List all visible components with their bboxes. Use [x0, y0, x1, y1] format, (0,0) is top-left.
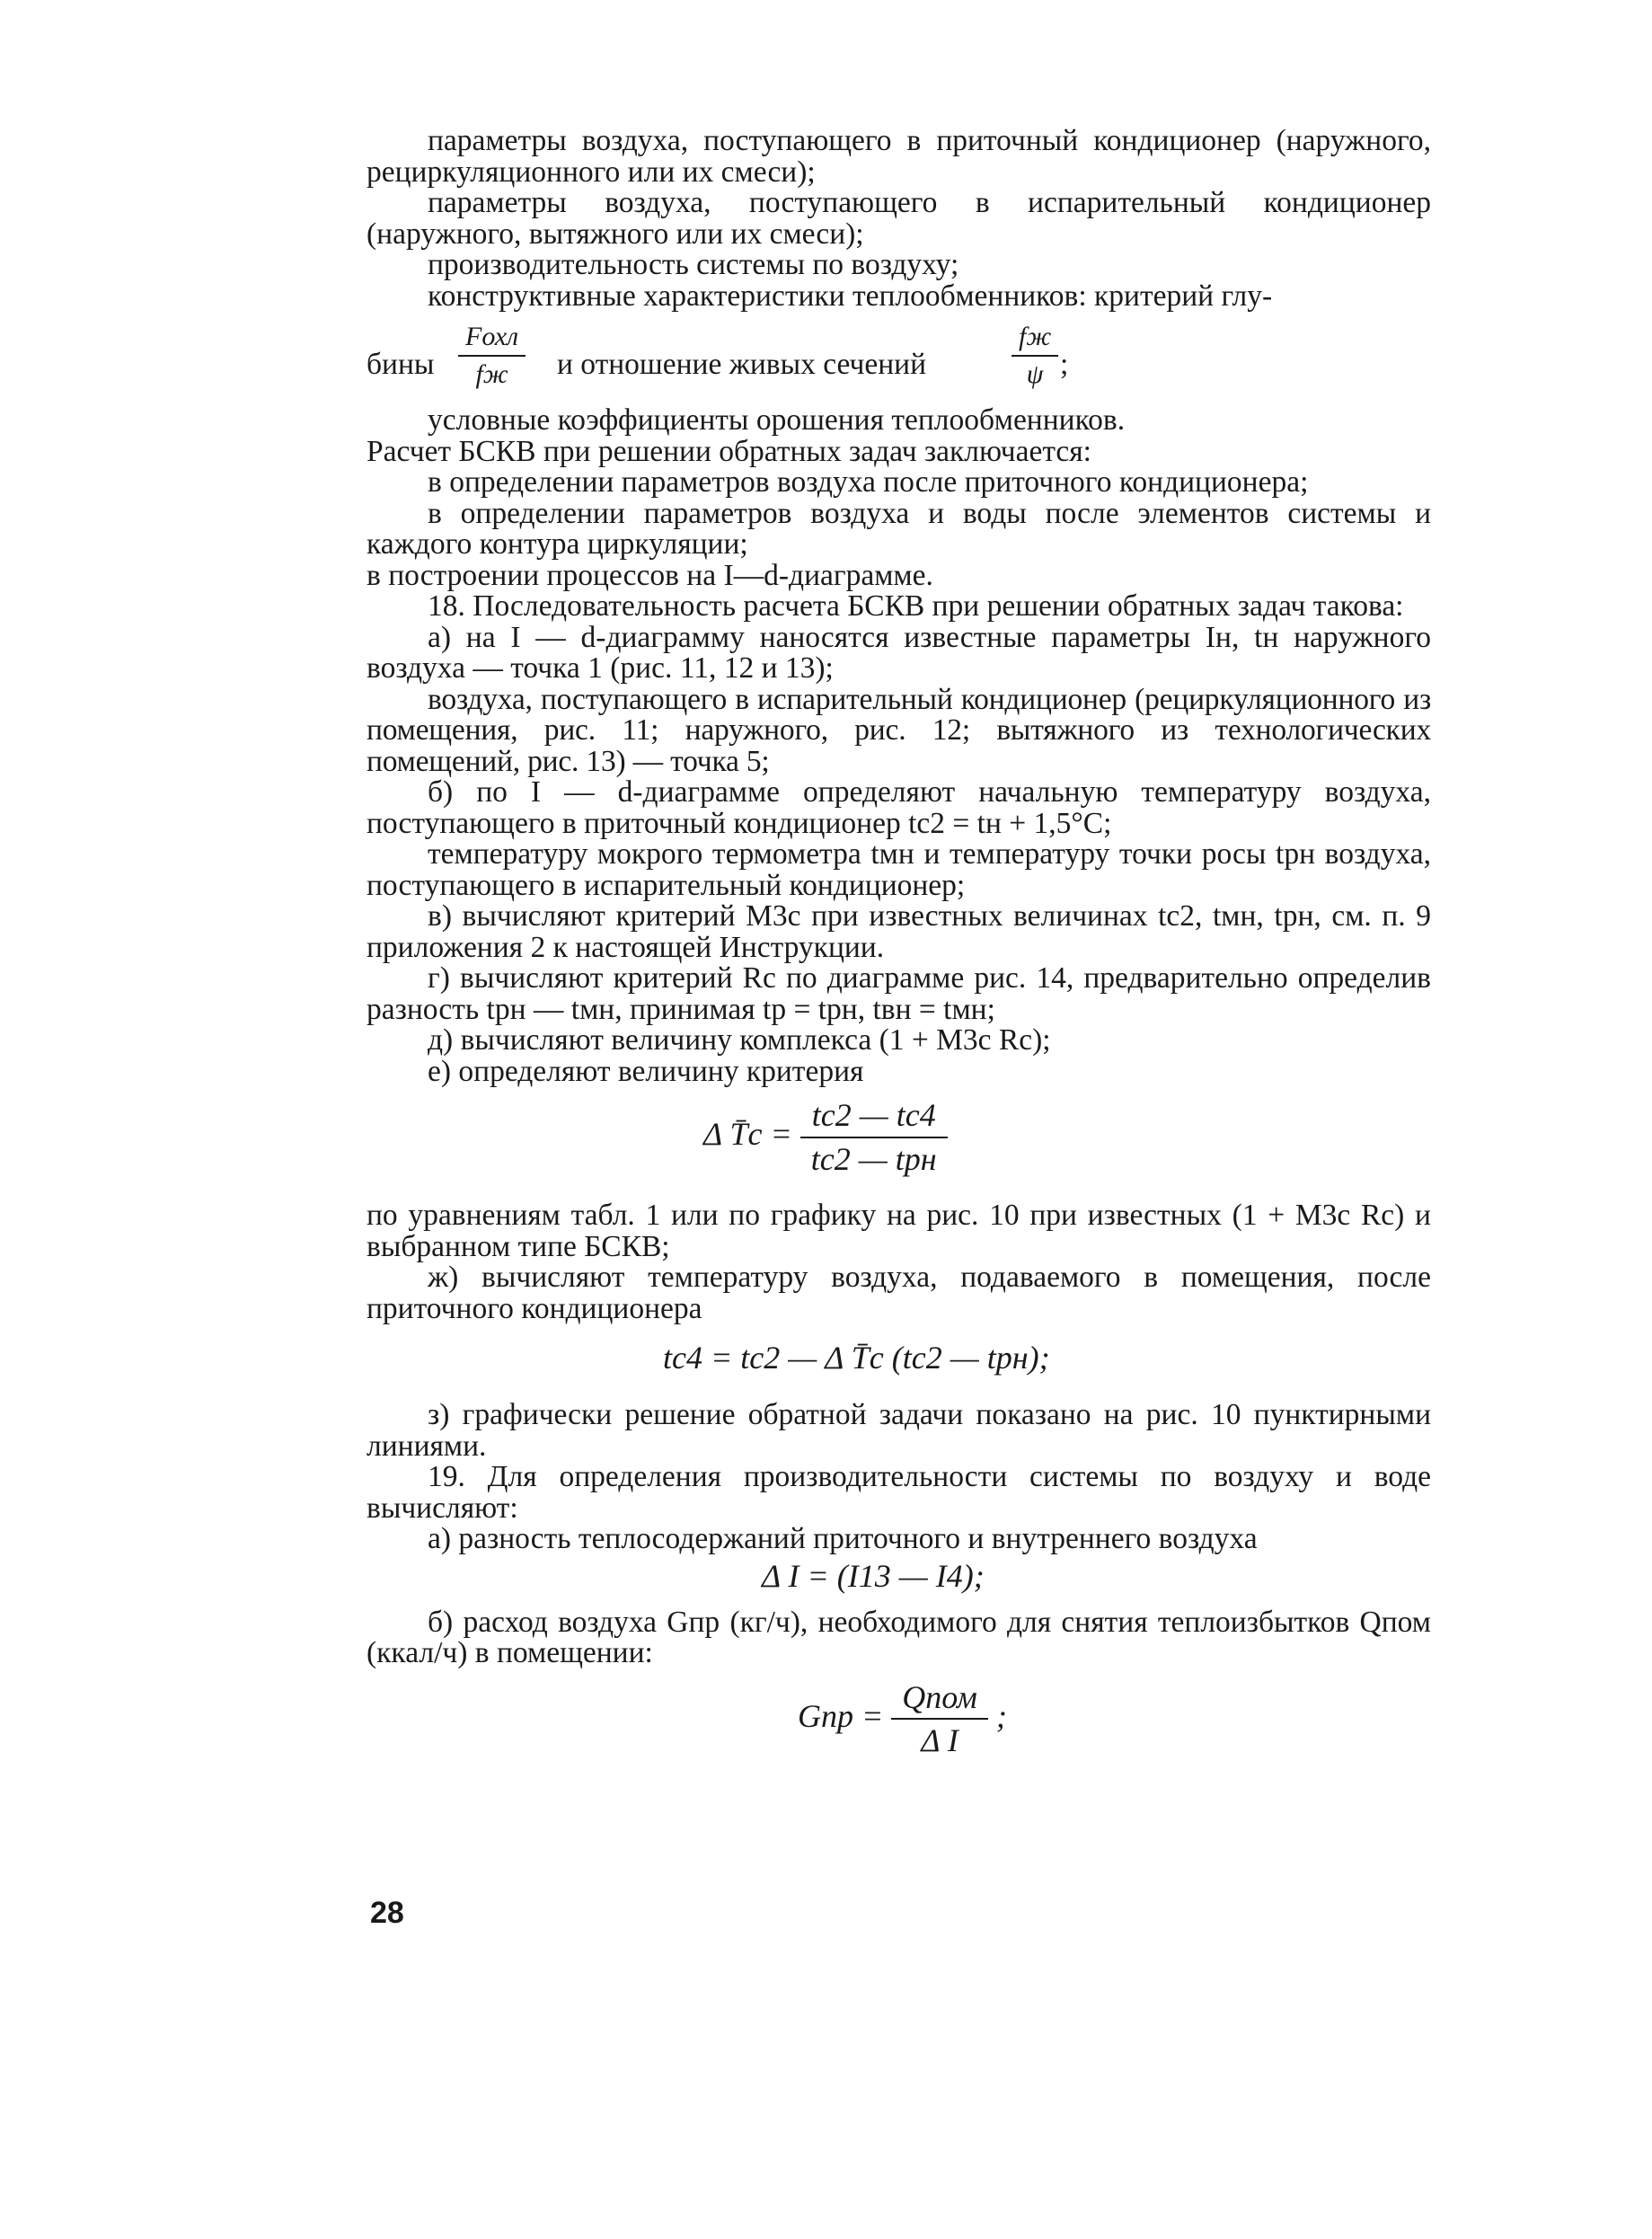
formula-gpr-body — [798, 1678, 1007, 1758]
formula-tc4 — [367, 1324, 1431, 1400]
body-text — [367, 126, 1431, 1786]
formula-delta-tc — [367, 1087, 1431, 1200]
paragraph-p24: а) разность теплосодержаний приточного и внутреннего воздуха — [428, 1522, 1258, 1555]
formula-lhs: Δ T̄с = — [703, 1115, 792, 1152]
paragraph-p6: условные коэффициенты орошения теплообменников. — [428, 403, 1126, 437]
formula-tail: ; — [995, 1697, 1007, 1734]
semicolon: ; — [1060, 348, 1069, 381]
paragraph-p15: температуру мокрого термометра tмн и температуру точки росы tрн воздуха, поступающего в испарительный кондиционер; — [367, 837, 1431, 902]
paragraph-p14: б) по I — d-диаграмме определяют начальную температуру воздуха, поступающего в приточный кондиционер tс2 = tн + 1,5°С; — [367, 775, 1431, 840]
fraction-depth — [458, 319, 526, 393]
fraction-denominator: fж — [475, 359, 508, 389]
label-biny: бины — [367, 348, 435, 381]
formula-tc4-body: tс4 = tс2 — Δ T̄с (tс2 — tрн); — [663, 1340, 1050, 1376]
paragraph-p11: 18. Последовательность расчета БСКВ при решении обратных задач такова: — [428, 589, 1404, 623]
paragraph-p16: в) вычисляют критерий M3с при известных величинах tс2, tмн, tрн, см. п. 9 приложения 2 к настоящей Инструкции. — [367, 899, 1431, 964]
depth-criterion-line — [367, 312, 1431, 405]
paragraph-p2: параметры воздуха, поступающего в испарительный кондиционер (наружного, вытяжного или их смеси); — [367, 186, 1431, 251]
formula-numerator: tс2 — tс4 — [800, 1100, 948, 1138]
paragraph-p10: в построении процессов на I—d-диаграмме. — [367, 558, 933, 592]
paragraph-p20: по уравнениям табл. 1 или по графику на рис. 10 при известных (1 + M3с Rс) и выбранном типе БСКВ; — [367, 1199, 1431, 1263]
paragraph-p4: конструктивные характеристики теплообменников: критерий глу- — [428, 279, 1273, 313]
formula-delta-tc-body — [703, 1097, 948, 1177]
formula-numerator: Qпом — [891, 1682, 988, 1721]
fraction-numerator: Fохл — [458, 319, 526, 357]
formula-denominator: tс2 — tрн — [810, 1140, 937, 1177]
formula-denominator: Δ I — [921, 1722, 959, 1758]
page-number: 28 — [370, 1896, 404, 1930]
formula-gpr — [367, 1669, 1431, 1786]
paragraph-p25: б) расход воздуха Gпр (кг/ч), необходимого для снятия теплоизбытков Qпом (ккал/ч) в помещении: — [367, 1605, 1431, 1669]
paragraph-p23: 19. Для определения производительности системы по воздуху и воде вычисляют: — [367, 1460, 1431, 1525]
formula-delta-i — [367, 1555, 1431, 1607]
paragraph-p12: а) на I — d-диаграмму наносятся известные параметры Iн, tн наружного воздуха — точка 1 (рис. 11, 12 и 13); — [367, 620, 1431, 685]
formula-fraction — [891, 1678, 988, 1758]
paragraph-p13: воздуха, поступающего в испарительный кондиционер (рециркуляционного из помещения, рис. 11; наружного, рис. 12; вытяжного из технологических помещений, рис. 13) — точка 5; — [367, 682, 1431, 778]
paragraph-p22: з) графически решение обратной задачи показано на рис. 10 пунктирными линиями. — [367, 1398, 1431, 1463]
paragraph-p8: в определении параметров воздуха после приточного кондиционера; — [428, 465, 1309, 499]
fraction-sections — [1012, 319, 1058, 393]
fraction-denominator: ψ — [1026, 359, 1044, 389]
paragraph-p3: производительность системы по воздуху; — [428, 248, 959, 281]
fraction-numerator: fж — [1012, 319, 1058, 357]
paragraph-p21: ж) вычисляют температуру воздуха, подаваемого в помещения, после приточного кондиционера — [367, 1261, 1431, 1325]
formula-delta-i-body: Δ I = (I13 — I4); — [762, 1557, 985, 1594]
paragraph-p9: в определении параметров воздуха и воды после элементов системы и каждого контура циркуляции; — [367, 496, 1431, 561]
paragraph-p1: параметры воздуха, поступающего в приточный кондиционер (наружного, рециркуляционного или их смеси); — [367, 124, 1431, 189]
label-sections: и отношение живых сечений — [557, 348, 927, 381]
formula-fraction — [800, 1097, 948, 1177]
paragraph-p18: д) вычисляют величину комплекса (1 + M3с Rс); — [428, 1023, 1051, 1057]
formula-lhs: Gпр = — [798, 1697, 884, 1734]
paragraph-p17: г) вычисляют критерий Rс по диаграмме рис. 14, предварительно определив разность tрн — tмн, принимая tр = tрн, tвн = tмн; — [367, 961, 1431, 1026]
paragraph-p19: е) определяют величину критерия — [428, 1054, 864, 1088]
paragraph-p7: Расчет БСКВ при решении обратных задач заключается: — [367, 434, 1091, 468]
